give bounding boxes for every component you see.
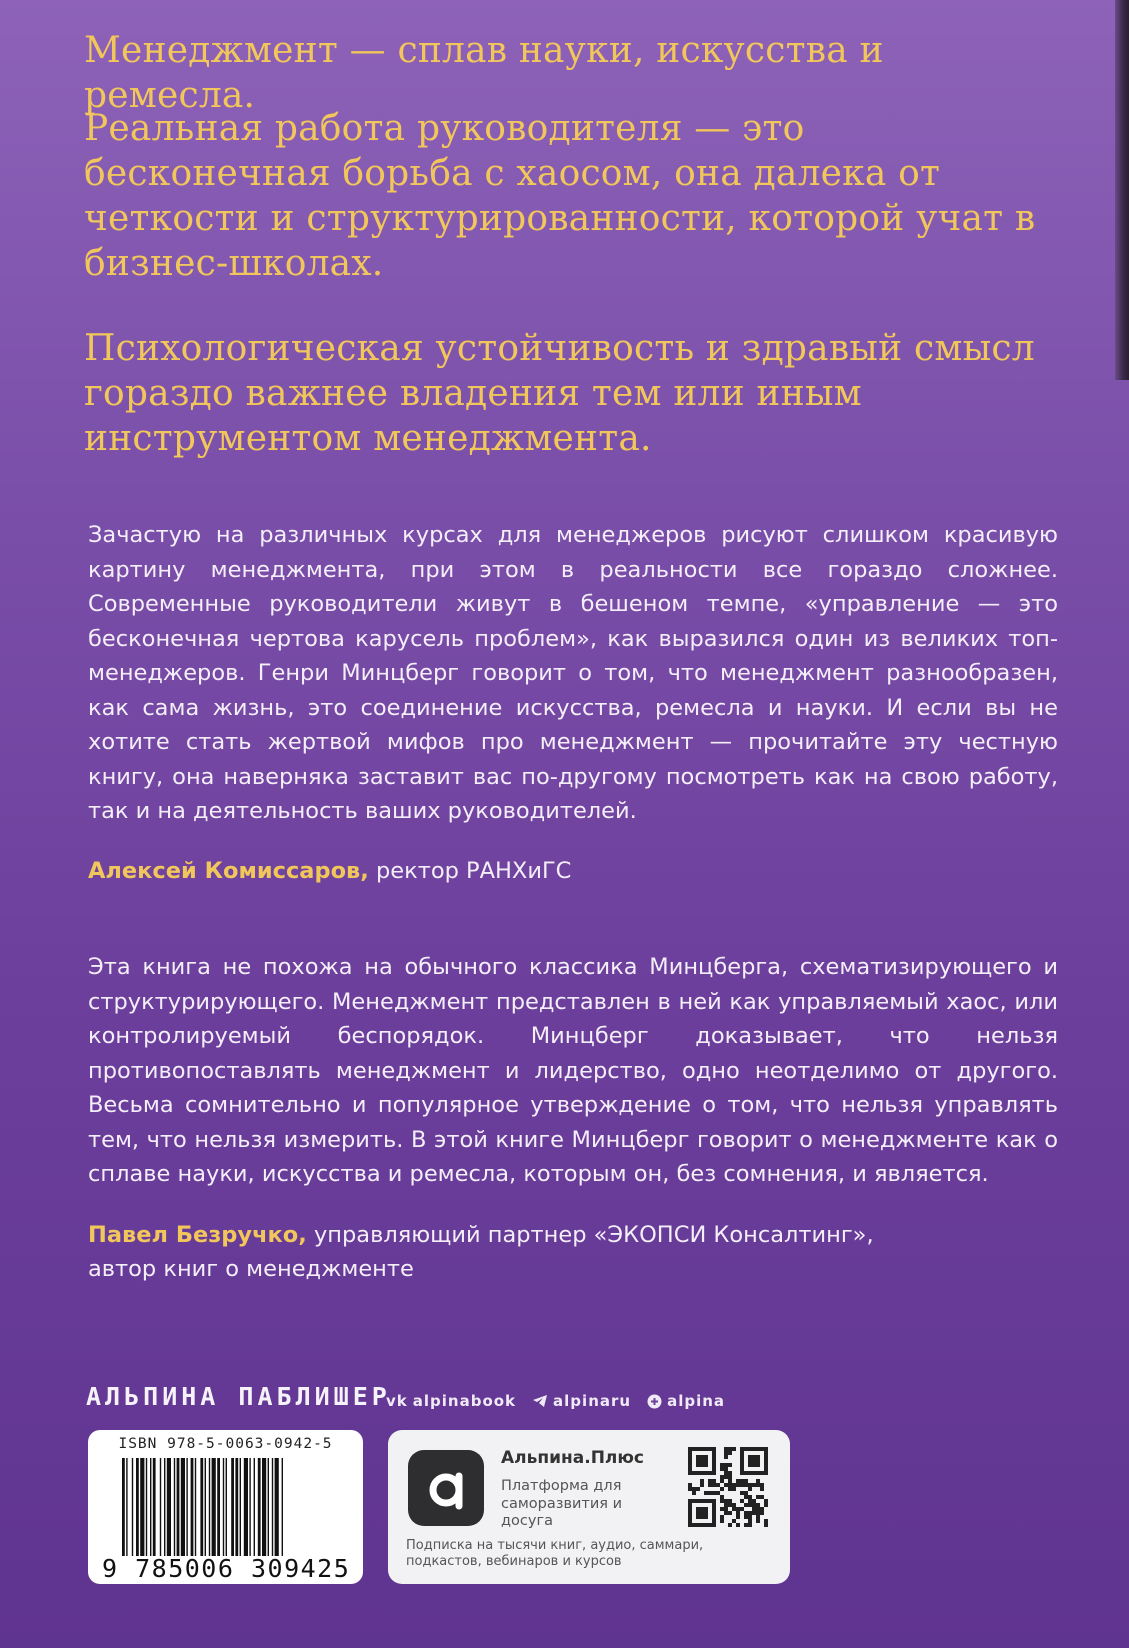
alpina-plus-note: Подписка на тысячи книг, аудио, саммари, подкастов, вебинаров и курсов <box>406 1538 704 1569</box>
review-1-text: Зачастую на различных курсах для менеджеров рисуют слишком красивую картину менеджмента, при этом в реальности все гораздо сложнее. Современные руководители живут в бешеном темпе, «управление — это бесконечная чертова карусель проблем», как выразился один из великих топ-менеджеров. Генри Минцберг говорит о том, что менеджмент разнообразен, как сама жизнь, это соединение искусства, ремесла и науки. И если вы не хотите стать жертвой мифов про менеджмент — прочитайте эту честную книгу, она наверняка заставит вас по-другому посмотреть как на свою работу, так и на деятельность ваших руководителей. <box>88 522 1058 824</box>
barcode-image <box>122 1458 337 1556</box>
circle-plus-icon <box>647 1394 662 1409</box>
social-vk[interactable] <box>386 1392 516 1410</box>
telegram-icon <box>532 1394 548 1408</box>
social-links <box>386 1392 725 1410</box>
alpina-plus-logo-icon <box>408 1450 484 1526</box>
social-telegram-label: alpinaru <box>553 1392 632 1410</box>
book-spine-edge <box>1115 0 1129 380</box>
alpina-plus-title: Альпина.Плюс <box>501 1448 644 1468</box>
social-other[interactable] <box>647 1392 725 1410</box>
review-2-attribution <box>88 1218 988 1286</box>
review-2-text: Эта книга не похожа на обычного классика Минцберга, схематизирующего и структурирующего. Менеджмент представлен в ней как управляемый хаос, или контролируемый беспорядок. Минцберг доказывает, что нельзя противопоставлять менеджмент и лидерство, одно неотделимо от другого. Весьма сомнительно и популярное утверждение о том, что нельзя управлять тем, что нельзя измерить. В этой книге Минцберг говорит о менеджменте как о сплаве науки, искусства и ремесла, которым он, без сомнения, и является. <box>88 954 1058 1187</box>
isbn-barcode-box <box>88 1430 363 1584</box>
social-vk-label: alpinabook <box>412 1392 517 1410</box>
social-other-label: alpina <box>667 1392 726 1410</box>
vk-icon: vk <box>386 1392 408 1410</box>
publisher-logo: АЛЬПИНА ПАБЛИШЕР <box>86 1382 391 1411</box>
review-2-role: управляющий партнер «ЭКОПСИ Консалтинг», <box>313 1222 874 1248</box>
review-1-attribution <box>88 854 571 888</box>
review-2-author: Павел Безручко, <box>88 1222 307 1248</box>
headline-2: Реальная работа руководителя — это бесконечная борьба с хаосом, она далека от четкости и структурированности, которой учат в бизнес-школах. <box>84 108 1036 284</box>
barcode-digits: 9 785006 309425 <box>102 1554 351 1583</box>
qr-code-icon[interactable] <box>688 1447 768 1527</box>
review-2-role-line2: автор книг о менеджменте <box>88 1256 414 1282</box>
headline-3: Психологическая устойчивость и здравый смысл гораздо важнее владения тем или иным инструментом менеджмента. <box>84 328 1035 459</box>
alpina-plus-description: Платформа для саморазвития и досуга <box>501 1478 623 1529</box>
alpina-plus-promo <box>388 1430 790 1584</box>
social-telegram[interactable] <box>532 1392 631 1410</box>
headline-1: Менеджмент — сплав науки, искусства и ремесла. <box>84 30 884 116</box>
review-1-author: Алексей Комиссаров, <box>88 858 369 884</box>
isbn-label: ISBN 978-5-0063-0942-5 <box>118 1436 333 1452</box>
review-1-role: ректор РАНХиГС <box>376 858 572 884</box>
